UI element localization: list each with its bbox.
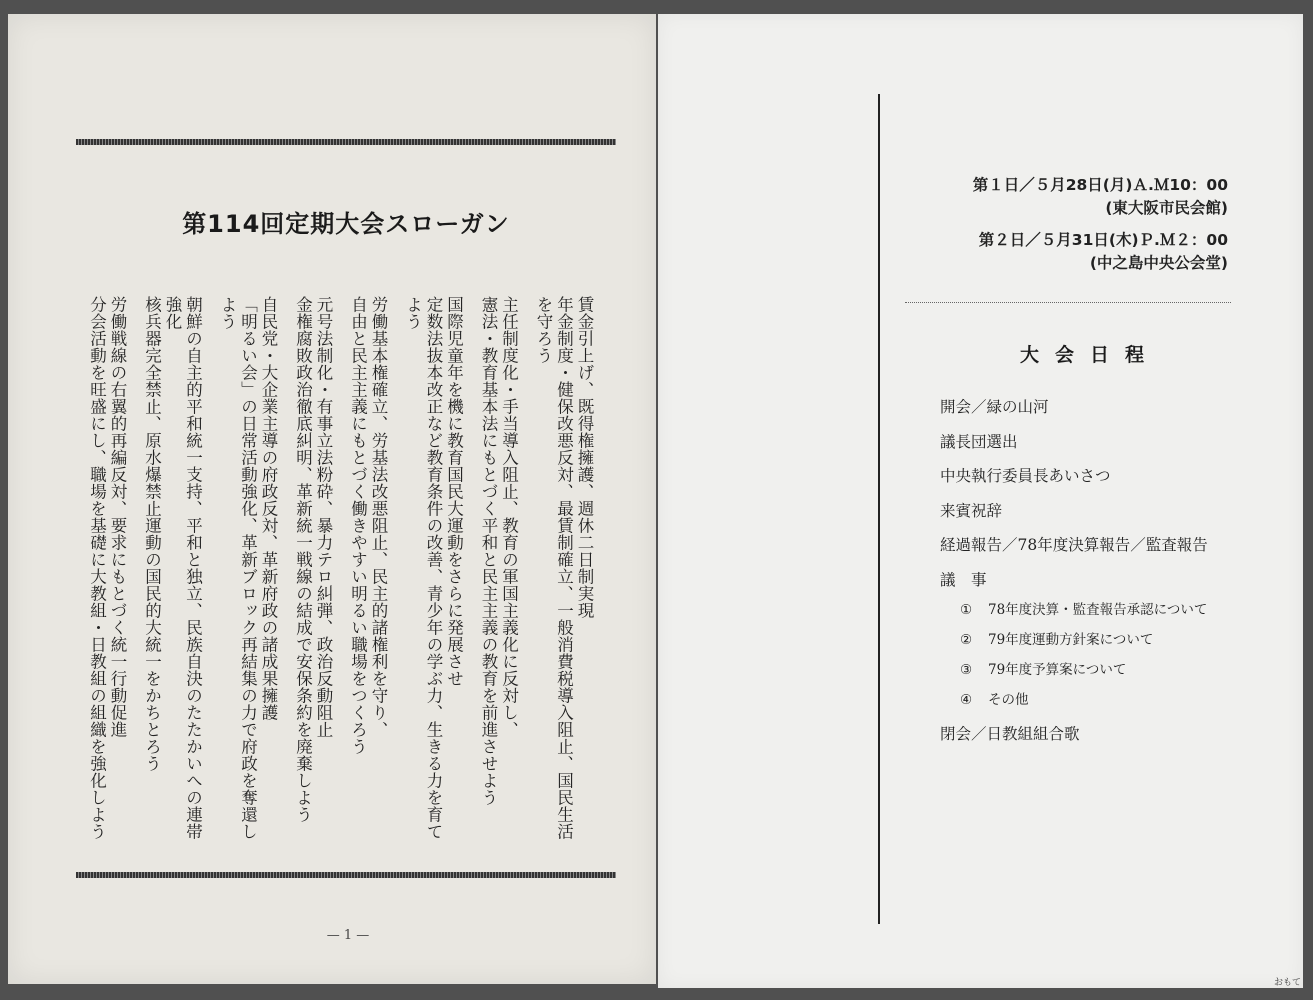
slogan-item <box>86 296 127 841</box>
agenda-item: 来賓祝辞 <box>940 501 1003 520</box>
slogan-line: 年金制度・健保改悪反対、最賃制確立、一般消費税導入阻止、国民生活を守ろう <box>534 296 574 840</box>
slogan-item <box>217 296 279 841</box>
corner-handwritten-note: おもて <box>1273 978 1301 988</box>
agenda-subitem <box>940 689 1208 719</box>
slogan-item <box>402 296 464 841</box>
schedule-block <box>973 174 1228 275</box>
slogan-line: 金権腐敗政治徹底糾明、革新統一戦線の結成で安保条約を廃棄しよう <box>293 296 313 823</box>
slogan-item <box>533 296 595 841</box>
agenda-subitem <box>940 629 1208 659</box>
agenda-item: 議 事 <box>940 570 987 589</box>
slogan-line: 憲法・教育基本法にもとづく平和と民主主義の教育を前進させよう <box>479 296 498 806</box>
slogan-item <box>141 296 203 841</box>
slogan-line: 労働戦線の右翼的再編反対、要求にもとづく統一行動促進 <box>108 296 127 738</box>
agenda-item: 中央執行委員長あいさつ <box>940 467 1111 485</box>
agenda-subitem <box>940 599 1208 629</box>
schedule-venue-1: (東大阪市民会館) <box>1105 199 1228 217</box>
slogan-line: 分会活動を旺盛にし、職場を基礎に大教組・日教組の組織を強化しよう <box>87 296 107 840</box>
circled-number: ① <box>960 602 973 618</box>
slogan-title: 第114回定期大会スローガン <box>182 210 510 238</box>
circled-number: ③ <box>960 662 973 678</box>
agenda-subitem-text: その他 <box>988 692 1029 708</box>
slogan-item <box>292 296 333 841</box>
slogan-page <box>8 14 656 984</box>
slogan-line: 定数法抜本改正など教育条件の改善、青少年の学ぶ力、生きる力を育てよう <box>403 296 443 840</box>
agenda-item: 議長団選出 <box>940 432 1018 451</box>
schedule-venue-2: (中之島中央公会堂) <box>1089 254 1228 272</box>
agenda-subitem <box>940 659 1208 689</box>
slogan-line: 自由と民主主義にもとづく働きやすい明るい職場をつくろう <box>348 296 368 755</box>
slogan-line: 「明るい会」の日常活動強化、革新ブロック再結集の力で府政を奪還しよう <box>218 296 258 840</box>
agenda-subitem-text: 79年度予算案について <box>988 662 1127 678</box>
slogan-line: 労働基本権確立、労基法改悪阻止、民主的諸権利を守り、 <box>369 296 388 738</box>
agenda-closing: 閉会／日教組組合歌 <box>940 725 1080 743</box>
top-rule <box>76 139 616 145</box>
agenda-subitem-text: 79年度運動方針案について <box>988 632 1154 648</box>
program-page <box>658 14 1303 988</box>
vertical-divider <box>878 94 880 924</box>
slogan-line: 国際児童年を機に教育国民大運動をさらに発展させ <box>444 296 464 687</box>
schedule-day-1: 第１日／５月28日(月)Ａ.Ｍ10：00 <box>972 176 1228 194</box>
circled-number: ② <box>960 632 973 648</box>
slogan-list <box>87 296 594 841</box>
slogan-item <box>478 296 519 841</box>
agenda-subitem-text: 78年度決算・監査報告承認について <box>988 602 1208 618</box>
page-number: — 1 — <box>326 928 370 943</box>
slogan-line: 核兵器完全禁止、原水爆禁止運動の国民的大統一をかちとろう <box>142 296 162 772</box>
slogan-line: 朝鮮の自主的平和統一支持、平和と独立、民族自決のたたかいへの連帯強化 <box>163 296 203 840</box>
dotted-divider <box>905 302 1231 303</box>
bottom-rule <box>76 872 616 878</box>
slogan-line: 主任制度化・手当導入阻止、教育の軍国主義化に反対し、 <box>499 296 519 738</box>
agenda-item: 経過報告／78年度決算報告／監査報告 <box>940 536 1208 554</box>
slogan-line: 元号法制化・有事立法粉砕、暴力テロ糾弾、政治反動阻止 <box>314 296 333 738</box>
slogan-line: 自民党・大企業主導の府政反対、革新府政の諸成果擁護 <box>259 296 278 721</box>
agenda-list <box>940 396 1208 758</box>
schedule-day-2: 第２日／５月31日(木)Ｐ.Ｍ２：00 <box>978 231 1228 249</box>
program-title: 大会日程 <box>1019 344 1160 366</box>
slogan-line: 賃金引上げ、既得権擁護、週休二日制実現 <box>575 296 594 619</box>
circled-number: ④ <box>960 692 973 708</box>
agenda-item: 開会／緑の山河 <box>940 398 1049 416</box>
slogan-item <box>347 296 388 841</box>
